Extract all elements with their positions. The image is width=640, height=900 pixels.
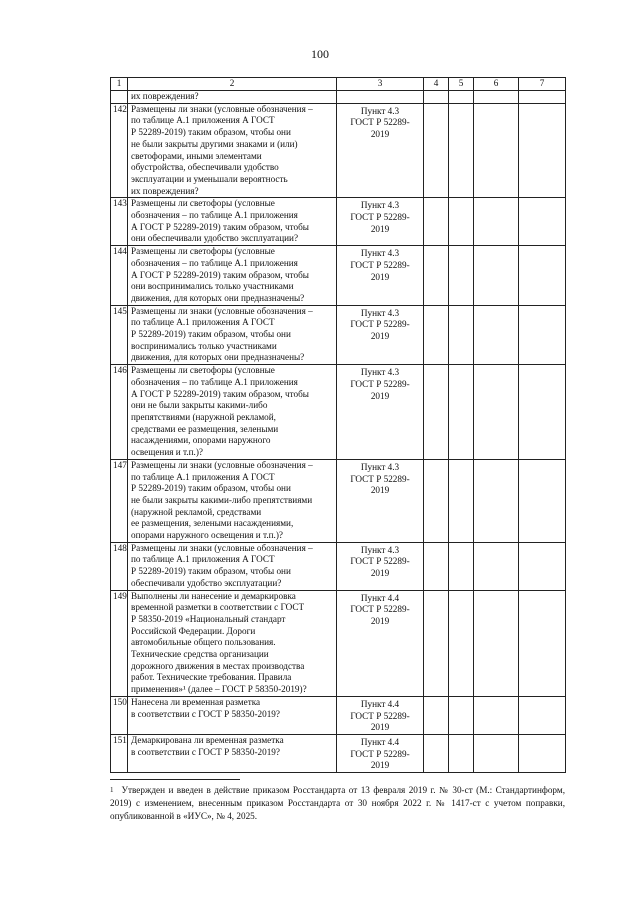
answer-cell	[519, 91, 566, 104]
table-row	[111, 590, 566, 696]
question-cell: Размещены ли знаки (условные обозначения – по таблице А.1 приложения А ГОСТ Р 52289-2019) таким образом, чтобы они не были закрыты какими-либо препятствиями (наружной рекламой, средствами ее размещения, зелеными насаждениями, опорами наружного освещения и т.п.)?	[128, 459, 337, 542]
answer-cell	[449, 305, 474, 365]
table-header-row	[111, 78, 566, 91]
footnote-marker: 1	[110, 786, 114, 794]
row-number-cell: 144	[111, 246, 128, 306]
reference-cell: Пункт 4.3 ГОСТ Р 52289- 2019	[337, 365, 424, 460]
question-cell: Размещены ли светофоры (условные обозначения – по таблице А.1 приложения А ГОСТ Р 52289-2019) таким образом, чтобы они обеспечивали удобство эксплуатации?	[128, 198, 337, 246]
header-cell: 4	[424, 78, 449, 91]
question-cell: Размещены ли знаки (условные обозначения – по таблице А.1 приложения А ГОСТ Р 52289-2019) таким образом, чтобы они не были закрыты другими знаками и (или) светофорами, иными элементами обустройства, обеспечивали удобство эксплуатации и уменьшали вероятность их повреждения?	[128, 103, 337, 198]
answer-cell	[474, 246, 519, 306]
answer-cell	[519, 734, 566, 772]
answer-cell	[519, 542, 566, 590]
continuation-row	[111, 91, 566, 104]
answer-cell	[424, 103, 449, 198]
reference-cell: Пункт 4.3 ГОСТ Р 52289- 2019	[337, 103, 424, 198]
answer-cell	[424, 696, 449, 734]
answer-cell	[424, 365, 449, 460]
answer-cell	[474, 459, 519, 542]
answer-cell	[449, 246, 474, 306]
answer-cell	[474, 198, 519, 246]
reference-cell: Пункт 4.3 ГОСТ Р 52289- 2019	[337, 198, 424, 246]
answer-cell	[519, 198, 566, 246]
answer-cell	[474, 305, 519, 365]
footnote-divider	[110, 779, 240, 780]
question-cell: Нанесена ли временная разметка в соответствии с ГОСТ Р 58350-2019?	[128, 696, 337, 734]
reference-cell: Пункт 4.3 ГОСТ Р 52289- 2019	[337, 459, 424, 542]
answer-cell	[474, 91, 519, 104]
answer-cell	[449, 365, 474, 460]
answer-cell	[424, 542, 449, 590]
answer-cell	[519, 590, 566, 696]
row-number-cell: 148	[111, 542, 128, 590]
answer-cell	[424, 246, 449, 306]
answer-cell	[424, 734, 449, 772]
row-number-cell: 147	[111, 459, 128, 542]
reference-cell: Пункт 4.4 ГОСТ Р 52289- 2019	[337, 590, 424, 696]
answer-cell	[424, 459, 449, 542]
answer-cell	[449, 459, 474, 542]
row-number-cell: 143	[111, 198, 128, 246]
reference-cell: Пункт 4.3 ГОСТ Р 52289- 2019	[337, 305, 424, 365]
answer-cell	[474, 542, 519, 590]
answer-cell	[474, 734, 519, 772]
answer-cell	[449, 103, 474, 198]
header-cell: 3	[337, 78, 424, 91]
table-row	[111, 459, 566, 542]
question-cell: Демаркирована ли временная разметка в соответствии с ГОСТ Р 58350-2019?	[128, 734, 337, 772]
answer-cell	[449, 198, 474, 246]
answer-cell	[519, 246, 566, 306]
table-row	[111, 696, 566, 734]
answer-cell	[424, 305, 449, 365]
table-row	[111, 365, 566, 460]
table-row	[111, 103, 566, 198]
table-row	[111, 198, 566, 246]
header-cell: 6	[474, 78, 519, 91]
answer-cell	[449, 590, 474, 696]
row-number-cell	[111, 91, 128, 104]
answer-cell	[424, 590, 449, 696]
answer-cell	[449, 734, 474, 772]
question-cell: Размещены ли знаки (условные обозначения – по таблице А.1 приложения А ГОСТ Р 52289-2019) таким образом, чтобы они воспринимались только участниками движения, для которых они предназначены?	[128, 305, 337, 365]
row-number-cell: 149	[111, 590, 128, 696]
row-number-cell: 151	[111, 734, 128, 772]
answer-cell	[424, 91, 449, 104]
answer-cell	[449, 696, 474, 734]
header-cell: 7	[519, 78, 566, 91]
table-row	[111, 246, 566, 306]
page-number: 100	[311, 47, 329, 61]
reference-cell: Пункт 4.3 ГОСТ Р 52289- 2019	[337, 542, 424, 590]
header-cell: 1	[111, 78, 128, 91]
answer-cell	[474, 103, 519, 198]
answer-cell	[449, 542, 474, 590]
answer-cell	[424, 198, 449, 246]
answer-cell	[474, 365, 519, 460]
footnote-text: Утвержден и введен в действие приказом Росстандарта от 13 февраля 2019 г. № 30-ст (М.: Стандартинформ, 2019) с изменением, внесенным приказом Росстандарта от 30 ноября 2022 г. № 1417-ст с учетом поправки, опубликованной в «ИУС», № 4, 2025.	[110, 785, 565, 821]
row-number-cell: 142	[111, 103, 128, 198]
table-row	[111, 542, 566, 590]
table-row	[111, 305, 566, 365]
answer-cell	[519, 365, 566, 460]
reference-cell: Пункт 4.4 ГОСТ Р 52289- 2019	[337, 734, 424, 772]
answer-cell	[519, 103, 566, 198]
reference-cell	[337, 91, 424, 104]
question-cell: Размещены ли светофоры (условные обозначения – по таблице А.1 приложения А ГОСТ Р 52289-2019) таким образом, чтобы они воспринимались только участниками движения, для которых они предназначены?	[128, 246, 337, 306]
row-number-cell: 145	[111, 305, 128, 365]
checklist-table	[110, 77, 566, 773]
header-cell: 2	[128, 78, 337, 91]
table-row	[111, 734, 566, 772]
question-cell: Размещены ли светофоры (условные обозначения – по таблице А.1 приложения А ГОСТ Р 52289-2019) таким образом, чтобы они не были закрыты какими-либо препятствиями (наружной рекламой, средствами ее размещения, зелеными насаждениями, опорами наружного освещения и т.п.)?	[128, 365, 337, 460]
answer-cell	[449, 91, 474, 104]
reference-cell: Пункт 4.3 ГОСТ Р 52289- 2019	[337, 246, 424, 306]
question-cell: их повреждения?	[128, 91, 337, 104]
answer-cell	[474, 696, 519, 734]
reference-cell: Пункт 4.4 ГОСТ Р 52289- 2019	[337, 696, 424, 734]
answer-cell	[519, 459, 566, 542]
row-number-cell: 150	[111, 696, 128, 734]
question-cell: Выполнены ли нанесение и демаркировка временной разметки в соответствии с ГОСТ Р 58350-2019 «Национальный стандарт Российской Федерации. Дороги автомобильные общего пользования. Технические средства организации дорожного движения в местах производства работ. Технические требования. Правила применения»¹ (далее – ГОСТ Р 58350-2019)?	[128, 590, 337, 696]
answer-cell	[519, 305, 566, 365]
answer-cell	[519, 696, 566, 734]
answer-cell	[474, 590, 519, 696]
header-cell: 5	[449, 78, 474, 91]
question-cell: Размещены ли знаки (условные обозначения – по таблице А.1 приложения А ГОСТ Р 52289-2019) таким образом, чтобы они обеспечивали удобство эксплуатации?	[128, 542, 337, 590]
footnote	[110, 784, 565, 823]
row-number-cell: 146	[111, 365, 128, 460]
